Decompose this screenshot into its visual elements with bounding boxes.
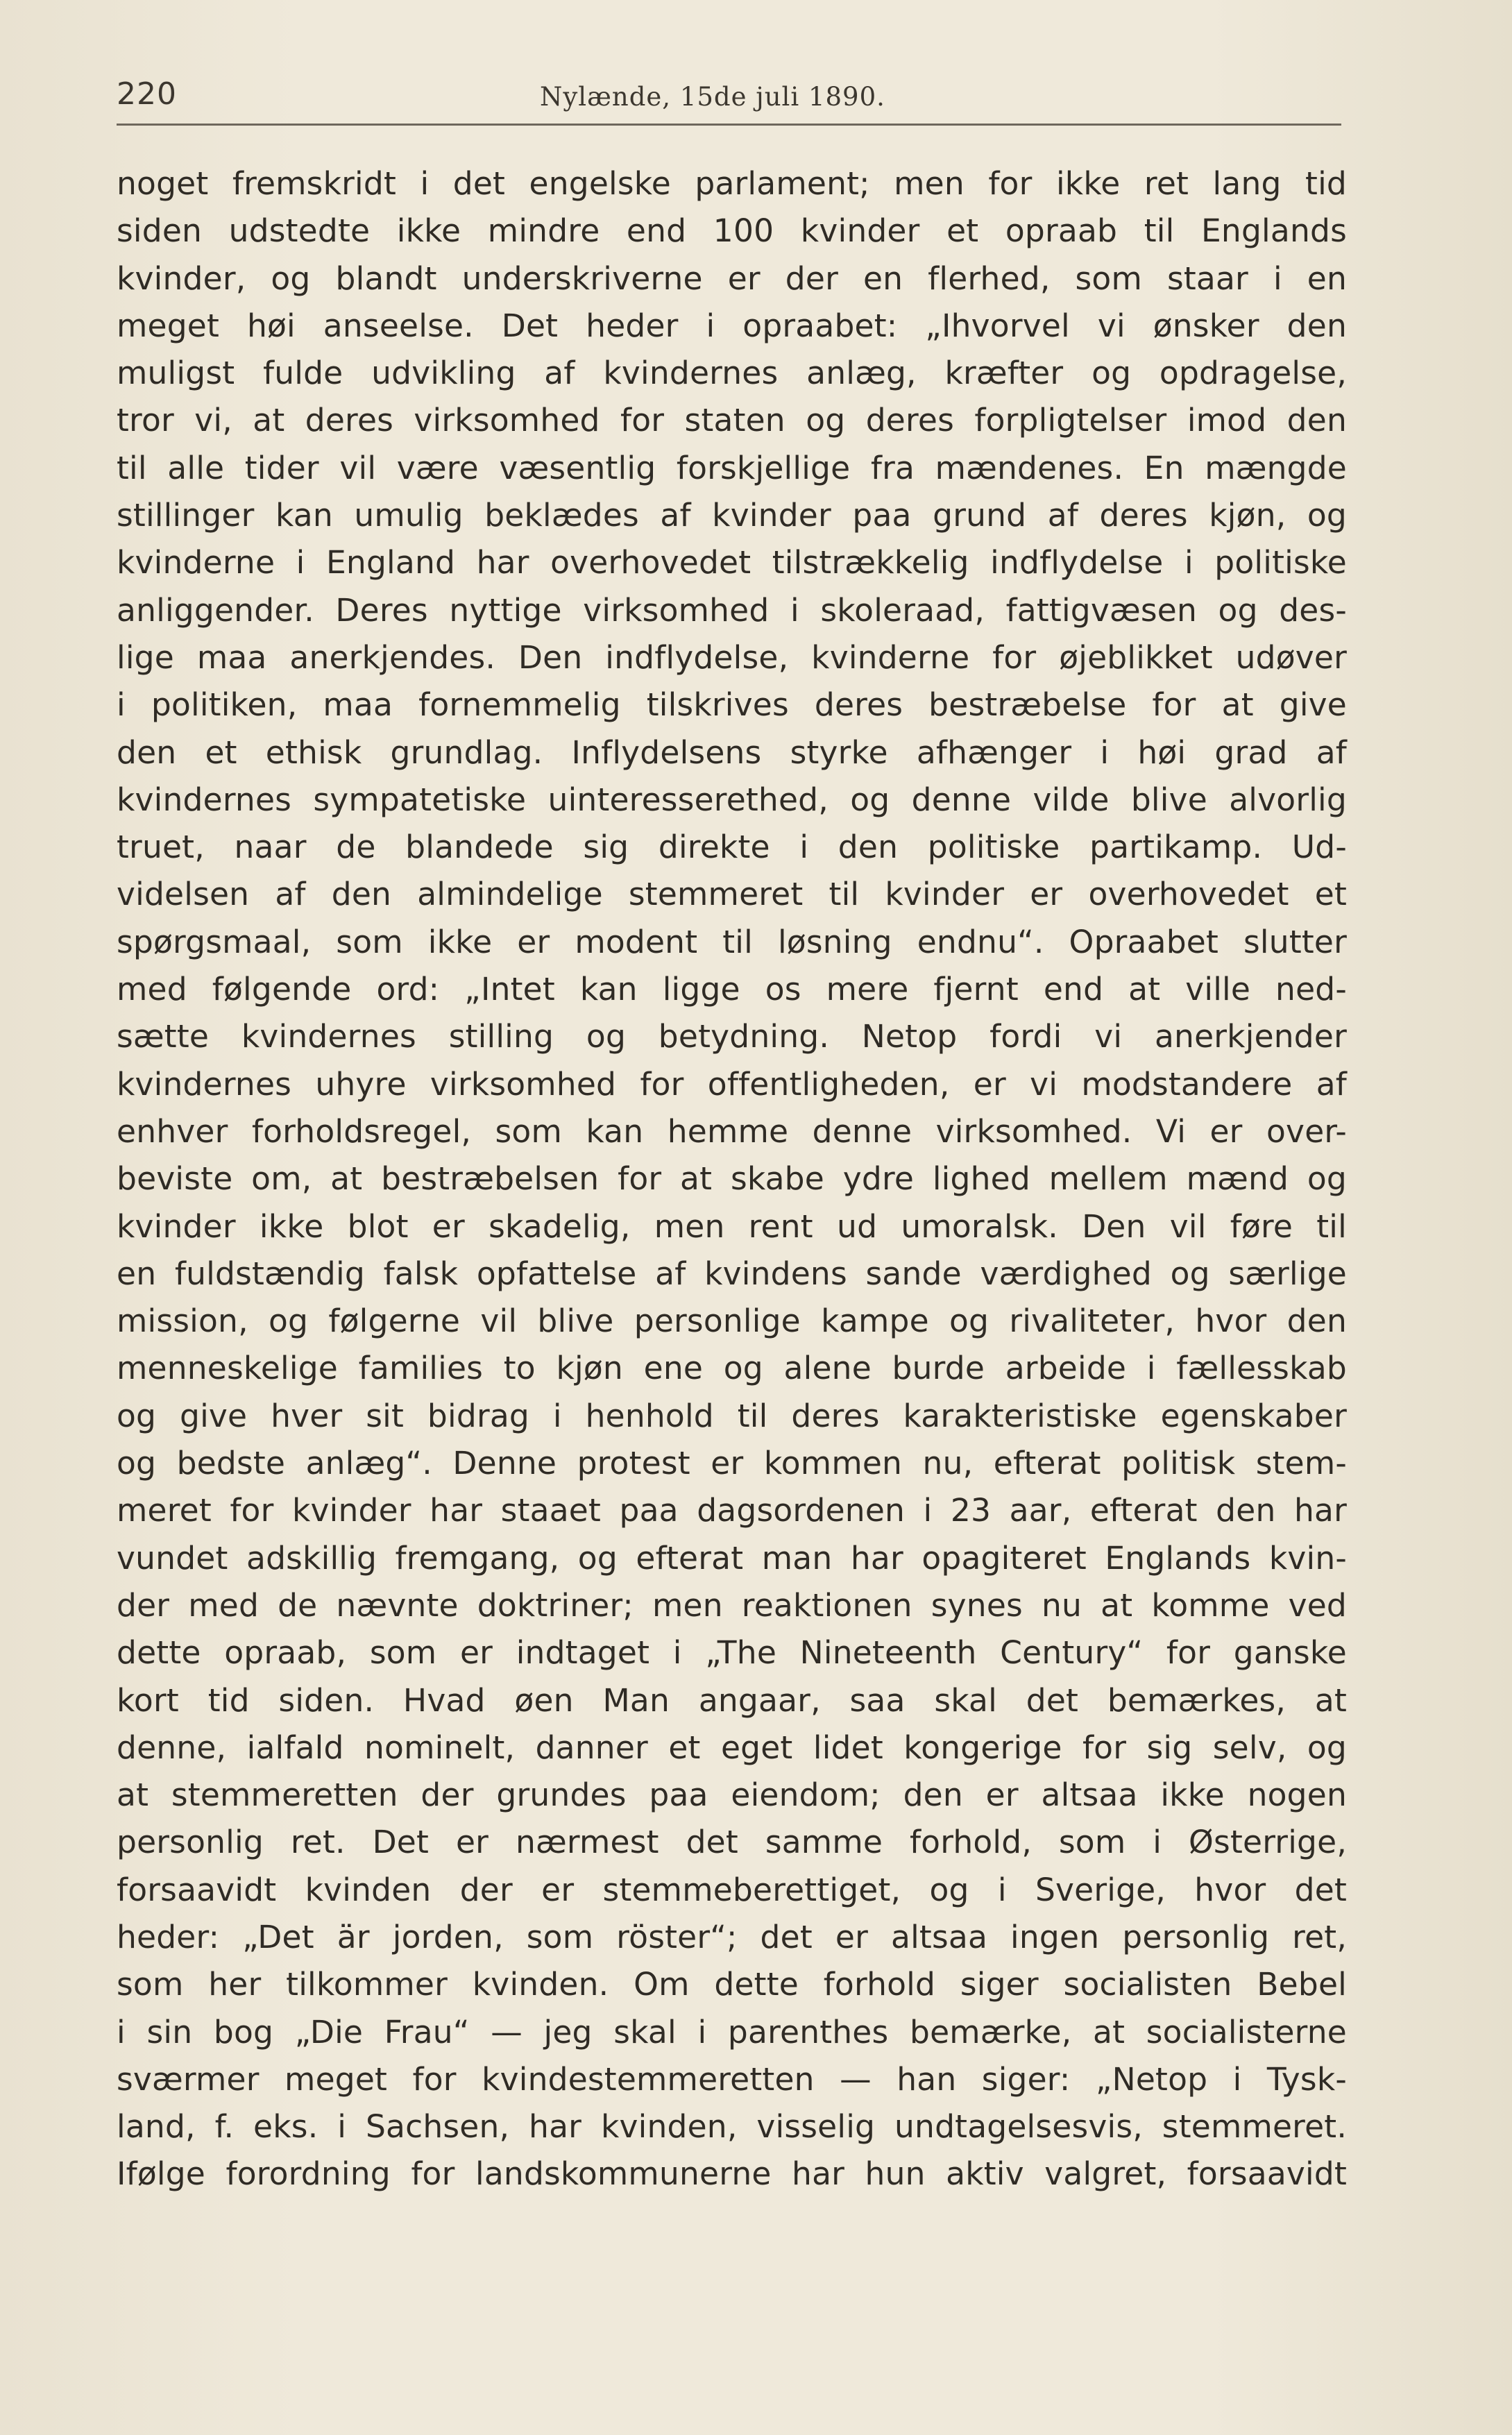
text-line: lige maa anerkjendes. Den indflydelse, kvinderne for øjeblikket udøver — [117, 638, 1347, 676]
text-line: med følgende ord: „Intet kan ligge os mere fjernt end at ville ned- — [117, 971, 1347, 1008]
text-line: beviste om, at bestræbelsen for at skabe ydre lighed mellem mænd og — [117, 1160, 1347, 1198]
text-line: til alle tider vil være væsentlig forskjellige fra mændenes. En mængde — [117, 449, 1347, 486]
text-line: vundet adskillig fremgang, og efterat man har opagiteret Englands kvin- — [117, 1539, 1347, 1577]
text-line: at stemmeretten der grundes paa eiendom; den er altsaa ikke nogen — [117, 1776, 1347, 1814]
text-line: og give hver sit bidrag i henhold til deres karakteristiske egenskaber — [117, 1397, 1347, 1434]
text-line: som her tilkommer kvinden. Om dette forhold siger socialisten Bebel — [117, 1966, 1347, 2003]
text-line: heder: „Det är jorden, som röster“; det er altsaa ingen personlig ret, — [117, 1918, 1347, 1955]
text-line: denne, ialfald nominelt, danner et eget lidet kongerige for sig selv, og — [117, 1729, 1347, 1766]
text-line: Ifølge forordning for landskommunerne har hun aktiv valgret, forsaavidt — [117, 2155, 1347, 2193]
text-line: en fuldstændig falsk opfattelse af kvindens sande værdighed og særlige — [117, 1255, 1347, 1292]
text-line: anliggender. Deres nyttige virksomhed i skoleraad, fattigvæsen og des- — [117, 591, 1347, 629]
text-line: truet, naar de blandede sig direkte i den politiske partikamp. Ud- — [117, 829, 1347, 866]
text-line: kvindernes sympatetiske uinteresserethed, og denne vilde blive alvorlig — [117, 781, 1347, 818]
text-line: kort tid siden. Hvad øen Man angaar, saa skal det bemærkes, at — [117, 1681, 1347, 1719]
text-line: menneskelige families to kjøn ene og alene burde arbeide i fællesskab — [117, 1350, 1347, 1387]
text-line: sværmer meget for kvindestemmeretten — han siger: „Netop i Tysk- — [117, 2060, 1347, 2098]
text-line: dette opraab, som er indtaget i „The Nineteenth Century“ for ganske — [117, 1634, 1347, 1672]
text-line: den et ethisk grundlag. Inflydelsens styrke afhænger i høi grad af — [117, 733, 1347, 771]
text-line: i politiken, maa fornemmelig tilskrives deres bestræbelse for at give — [117, 686, 1347, 724]
text-line: muligst fulde udvikling af kvindernes anlæg, kræfter og opdragelse, — [117, 355, 1347, 392]
text-line: forsaavidt kvinden der er stemmeberettiget, og i Sverige, hvor det — [117, 1871, 1347, 1908]
page-number: 220 — [117, 76, 177, 112]
text-line: kvinderne i England har overhovedet tilstrækkelig indflydelse i politiske — [117, 544, 1347, 582]
text-line: kvinder ikke blot er skadelig, men rent ud umoralsk. Den vil føre til — [117, 1207, 1347, 1245]
running-title: Nylænde, 15de juli 1890. — [540, 82, 885, 112]
article-body — [117, 160, 1347, 2198]
text-line: personlig ret. Det er nærmest det samme forhold, som i Østerrige, — [117, 1824, 1347, 1861]
text-line: stillinger kan umulig beklædes af kvinder paa grund af deres kjøn, og — [117, 497, 1347, 534]
text-line: noget fremskridt i det engelske parlament; men for ikke ret lang tid — [117, 165, 1347, 202]
text-line: der med de nævnte doktriner; men reaktionen synes nu at komme ved — [117, 1586, 1347, 1624]
text-line: videlsen af den almindelige stemmeret til kvinder er overhovedet et — [117, 876, 1347, 913]
text-line: og bedste anlæg“. Denne protest er kommen nu, efterat politisk stem- — [117, 1445, 1347, 1482]
text-line: kvinder, og blandt underskriverne er der en flerhed, som staar i en — [117, 260, 1347, 297]
text-line: sætte kvindernes stilling og betydning. Netop fordi vi anerkjender — [117, 1018, 1347, 1055]
page-header — [117, 69, 1341, 126]
text-line: tror vi, at deres virksomhed for staten og deres forpligtelser imod den — [117, 402, 1347, 439]
text-line: meret for kvinder har staaet paa dagsordenen i 23 aar, efterat den har — [117, 1492, 1347, 1529]
text-line: land, f. eks. i Sachsen, har kvinden, visselig undtagelsesvis, stemmeret. — [117, 2108, 1347, 2146]
text-line: enhver forholdsregel, som kan hemme denne virksomhed. Vi er over- — [117, 1112, 1347, 1150]
text-line: kvindernes uhyre virksomhed for offentligheden, er vi modstandere af — [117, 1065, 1347, 1103]
text-line: mission, og følgerne vil blive personlige kampe og rivaliteter, hvor den — [117, 1303, 1347, 1340]
text-line: siden udstedte ikke mindre end 100 kvinder et opraab til Englands — [117, 212, 1347, 250]
text-line: spørgsmaal, som ikke er modent til løsning endnu“. Opraabet slutter — [117, 923, 1347, 960]
text-line: meget høi anseelse. Det heder i opraabet: „Ihvorvel vi ønsker den — [117, 307, 1347, 344]
text-line: i sin bog „Die Frau“ — jeg skal i parenthes bemærke, at socialisterne — [117, 2013, 1347, 2051]
